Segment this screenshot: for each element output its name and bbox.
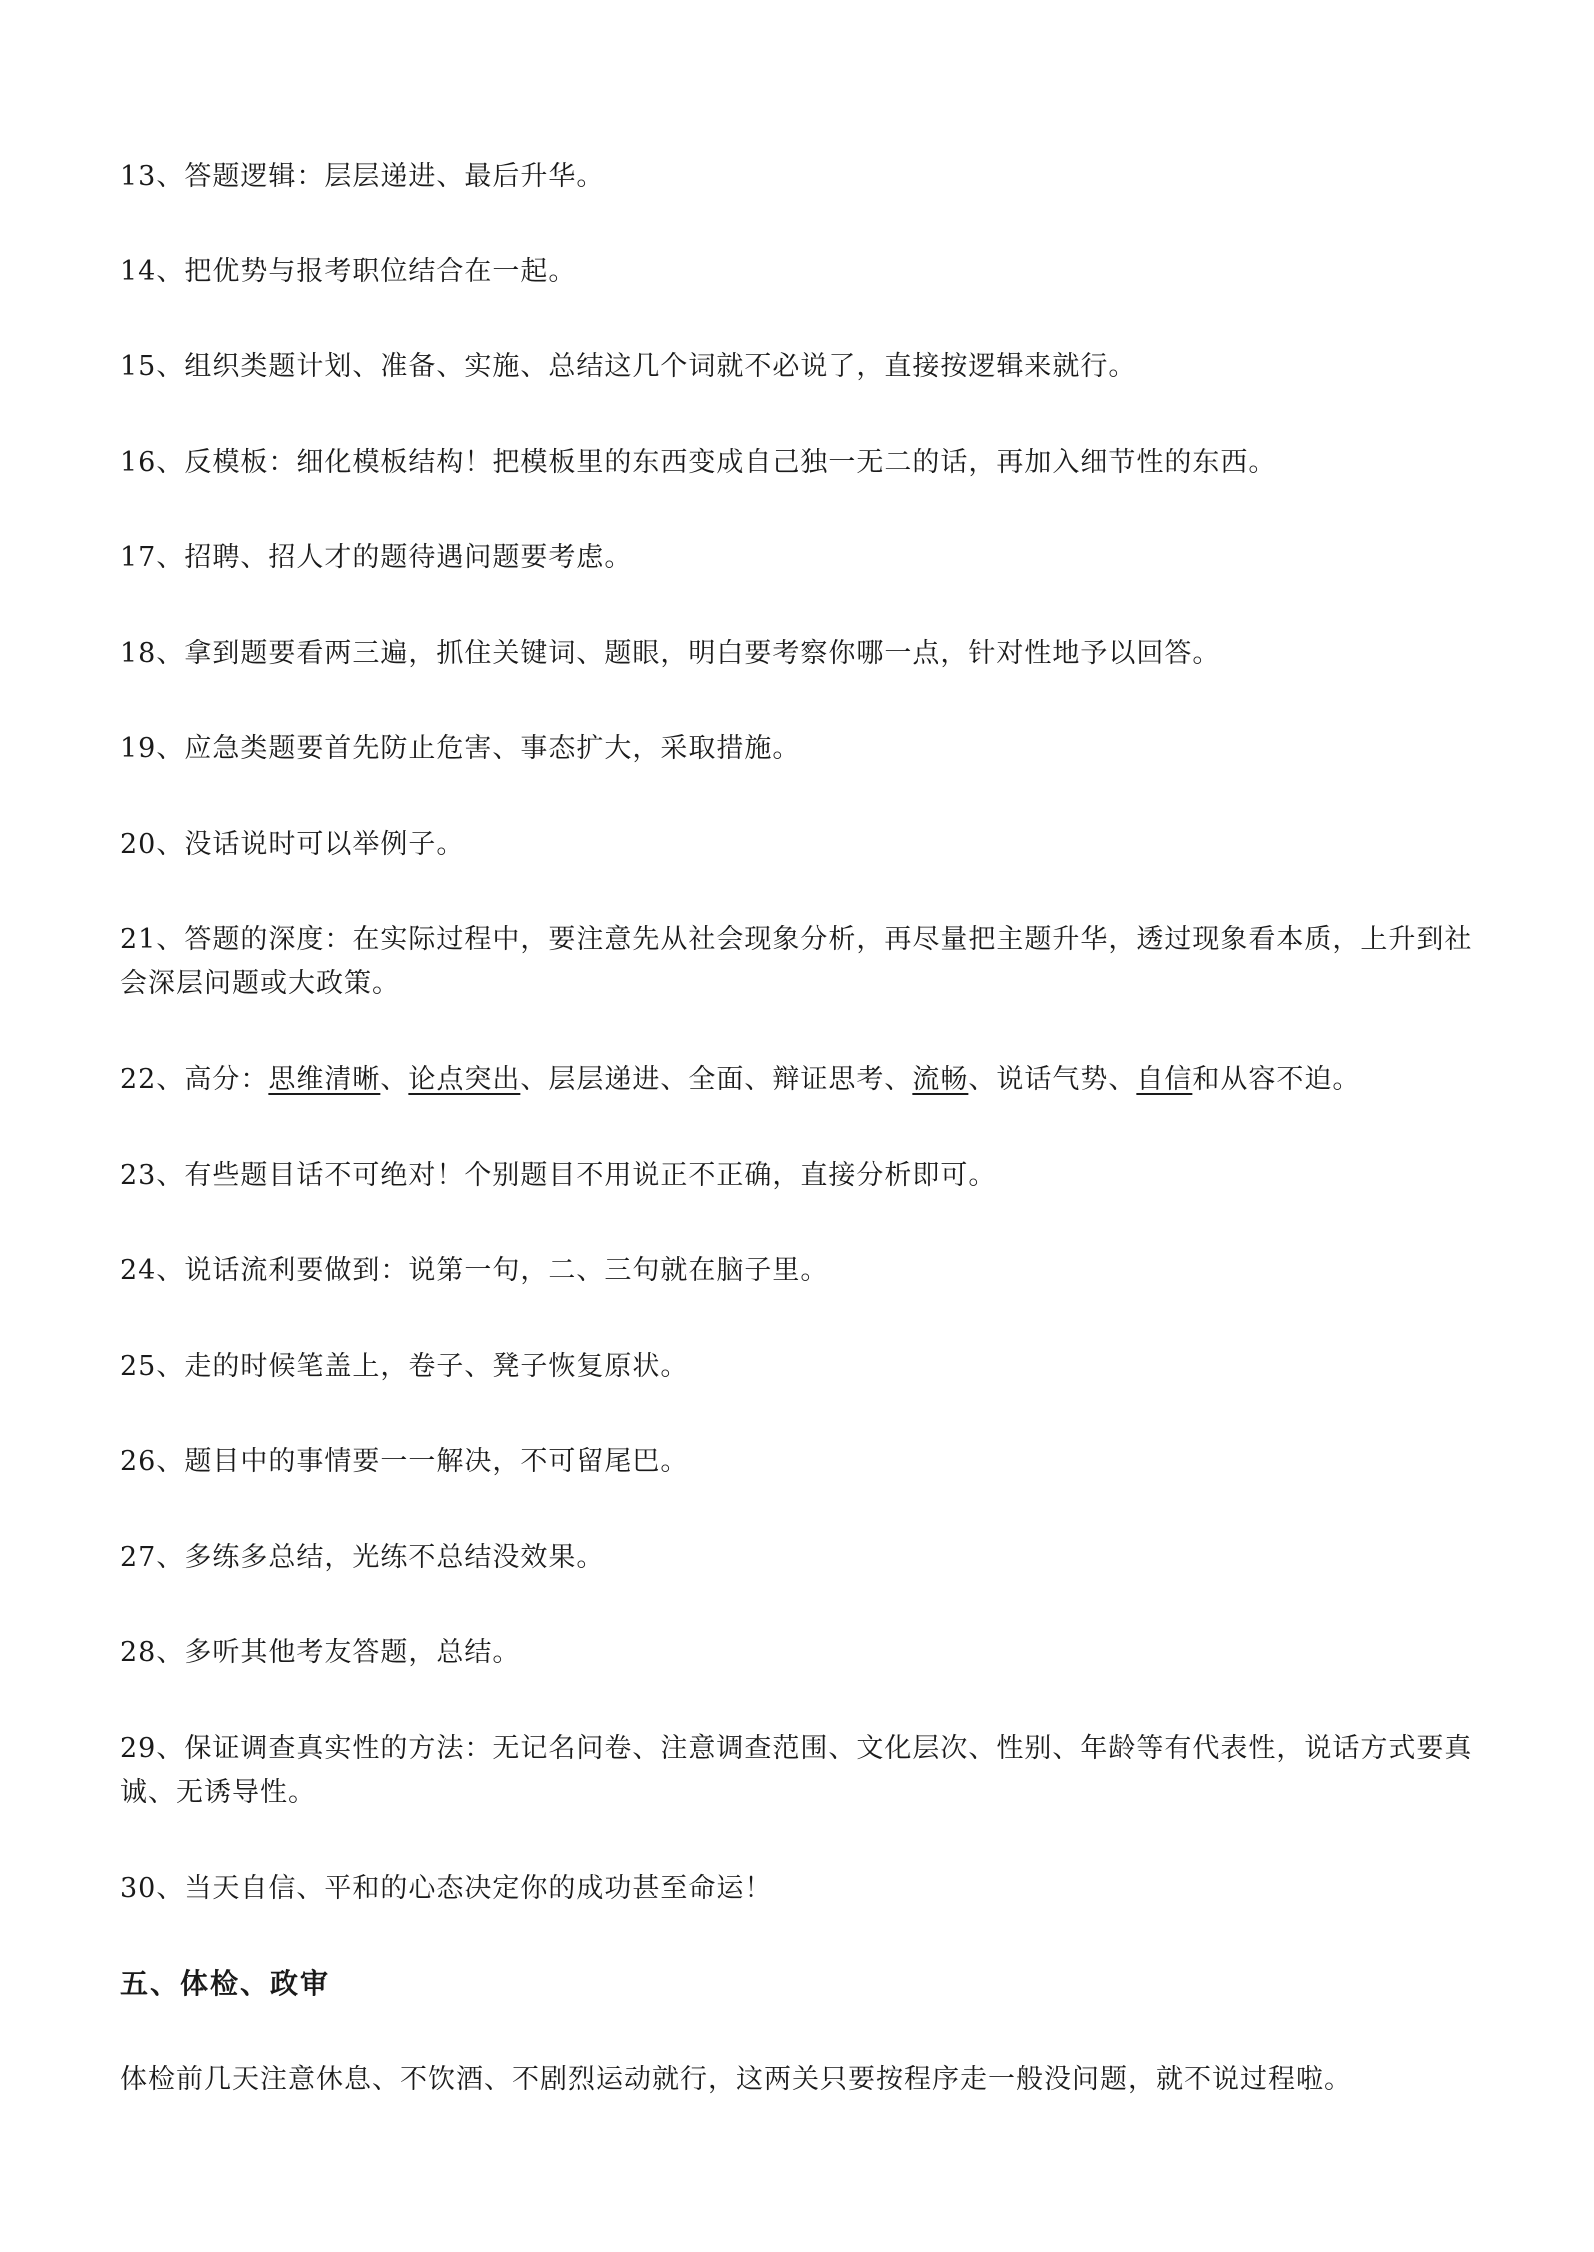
item-26: 26、题目中的事情要一一解决，不可留尾巴。 xyxy=(120,1446,689,1477)
item-29: 29、保证调查真实性的方法：无记名问卷、注意调查范围、文化层次、性别、年龄等有代表性，说话方式要真诚、无诱导性。 xyxy=(120,1733,1473,1808)
item-22-underlined-term: 流畅 xyxy=(912,1064,969,1095)
item-22-text: 、说话气势、 xyxy=(968,1064,1137,1095)
item-28: 28、多听其他考友答题，总结。 xyxy=(120,1637,521,1668)
item-19: 19、应急类题要首先防止危害、事态扩大，采取措施。 xyxy=(120,733,801,764)
item-24: 24、说话流利要做到：说第一句，二、三句就在脑子里。 xyxy=(120,1255,829,1286)
item-22-text: 、层层递进、全面、辩证思考、 xyxy=(520,1064,913,1095)
item-13: 13、答题逻辑：层层递进、最后升华。 xyxy=(120,161,605,192)
item-17: 17、招聘、招人才的题待遇问题要考虑。 xyxy=(120,542,633,573)
section-body: 体检前几天注意休息、不饮酒、不剧烈运动就行，这两关只要按程序走一般没问题，就不说过程啦。 xyxy=(120,2064,1352,2095)
item-30: 30、当天自信、平和的心态决定你的成功甚至命运！ xyxy=(120,1873,773,1904)
item-22-prefix: 22、高分： xyxy=(120,1064,269,1095)
item-20: 20、没话说时可以举例子。 xyxy=(120,829,465,860)
item-22-underlined-term: 自信 xyxy=(1136,1064,1193,1095)
item-27: 27、多练多总结，光练不总结没效果。 xyxy=(120,1542,605,1573)
item-16: 16、反模板：细化模板结构！把模板里的东西变成自己独一无二的话，再加入细节性的东西。 xyxy=(120,447,1277,478)
item-22-underlined-term: 论点突出 xyxy=(408,1064,521,1095)
item-25: 25、走的时候笔盖上，卷子、凳子恢复原状。 xyxy=(120,1351,689,1382)
item-21: 21、答题的深度：在实际过程中，要注意先从社会现象分析，再尽量把主题升华，透过现象看本质，上升到社会深层问题或大政策。 xyxy=(120,924,1473,999)
item-22-underlined-term: 思维清晰 xyxy=(268,1064,381,1095)
section-heading: 五、体检、政审 xyxy=(120,1967,331,2000)
item-14: 14、把优势与报考职位结合在一起。 xyxy=(120,256,577,287)
item-15: 15、组织类题计划、准备、实施、总结这几个词就不必说了，直接按逻辑来就行。 xyxy=(120,351,1137,382)
item-22-text: 、 xyxy=(380,1064,409,1095)
item-23: 23、有些题目话不可绝对！个别题目不用说正不正确，直接分析即可。 xyxy=(120,1160,997,1191)
item-22-text: 和从容不迫。 xyxy=(1192,1064,1361,1095)
item-22 xyxy=(120,1058,1480,1102)
item-18: 18、拿到题要看两三遍，抓住关键词、题眼，明白要考察你哪一点，针对性地予以回答。 xyxy=(120,638,1221,669)
